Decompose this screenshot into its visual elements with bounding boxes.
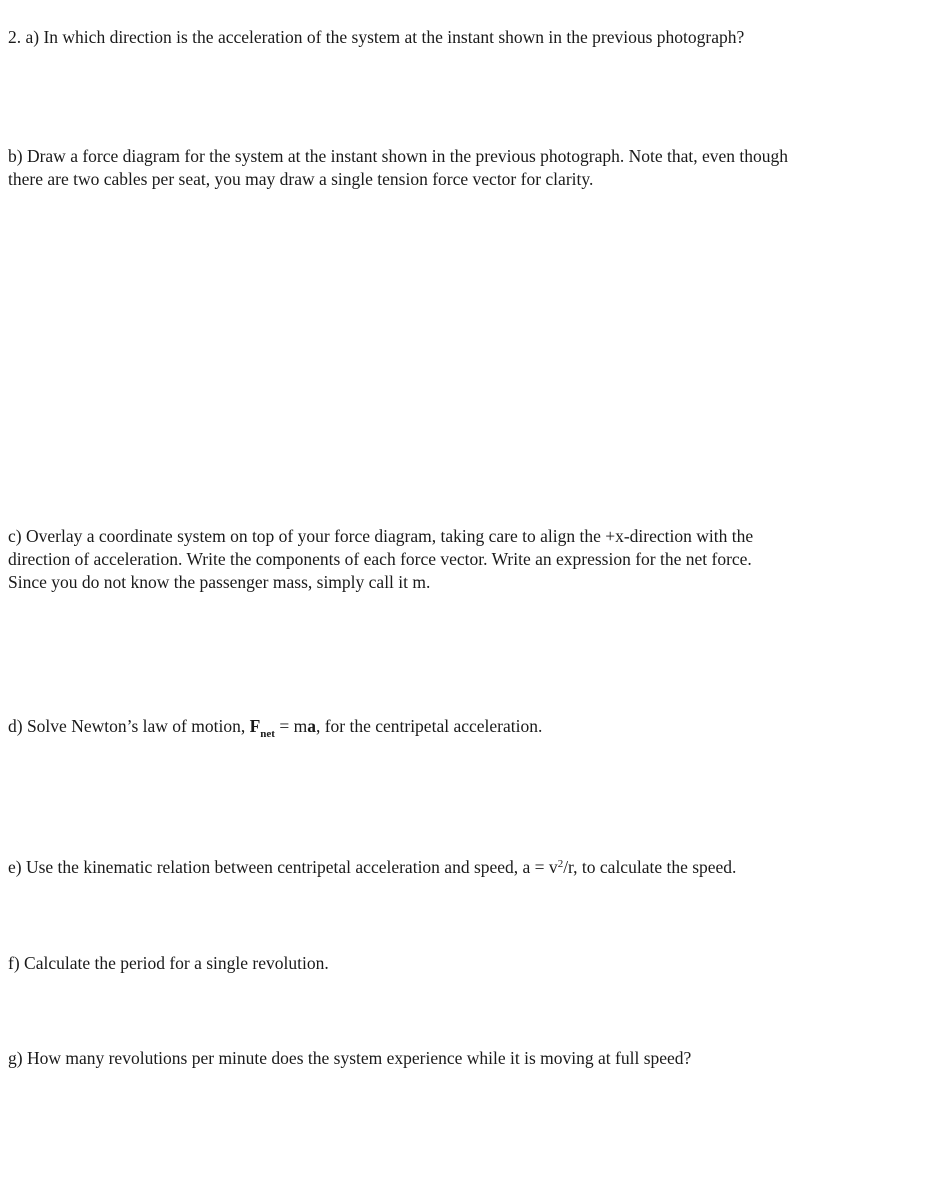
question-2b-line1: b) Draw a force diagram for the system at the instant shown in the previous photograph. Note that, even though xyxy=(8,146,789,166)
acceleration-symbol: a xyxy=(307,716,316,736)
question-2g: g) How many revolutions per minute does the system experience while it is moving at full speed? xyxy=(8,1048,692,1068)
question-2b-line2: there are two cables per seat, you may draw a single tension force vector for clarity. xyxy=(8,169,594,189)
question-2e xyxy=(8,856,908,879)
text: d) Solve Newton’s law of motion, xyxy=(8,716,250,736)
text: , for the centripetal acceleration. xyxy=(315,716,543,736)
force-symbol: F xyxy=(249,716,261,736)
subscript-net: net xyxy=(260,728,275,740)
question-2c-line1: c) Overlay a coordinate system on top of your force diagram, taking care to align the +x-direction with the xyxy=(8,526,754,546)
question-2f: f) Calculate the period for a single revolution. xyxy=(8,953,329,973)
text: /r, to calculate the speed. xyxy=(563,857,737,877)
question-2a: 2. a) In which direction is the acceleration of the system at the instant shown in the previous photograph? xyxy=(8,27,745,47)
question-2c xyxy=(8,525,908,594)
superscript-2: 2 xyxy=(557,858,564,870)
question-2c-line2: direction of acceleration. Write the components of each force vector. Write an expression for the net force. xyxy=(8,549,752,569)
question-2b xyxy=(8,145,908,191)
text: e) Use the kinematic relation between centripetal acceleration and speed, a = v xyxy=(8,857,558,877)
question-2d xyxy=(8,715,908,738)
text: = m xyxy=(274,716,308,736)
question-2c-line3: Since you do not know the passenger mass, simply call it m. xyxy=(8,572,431,592)
